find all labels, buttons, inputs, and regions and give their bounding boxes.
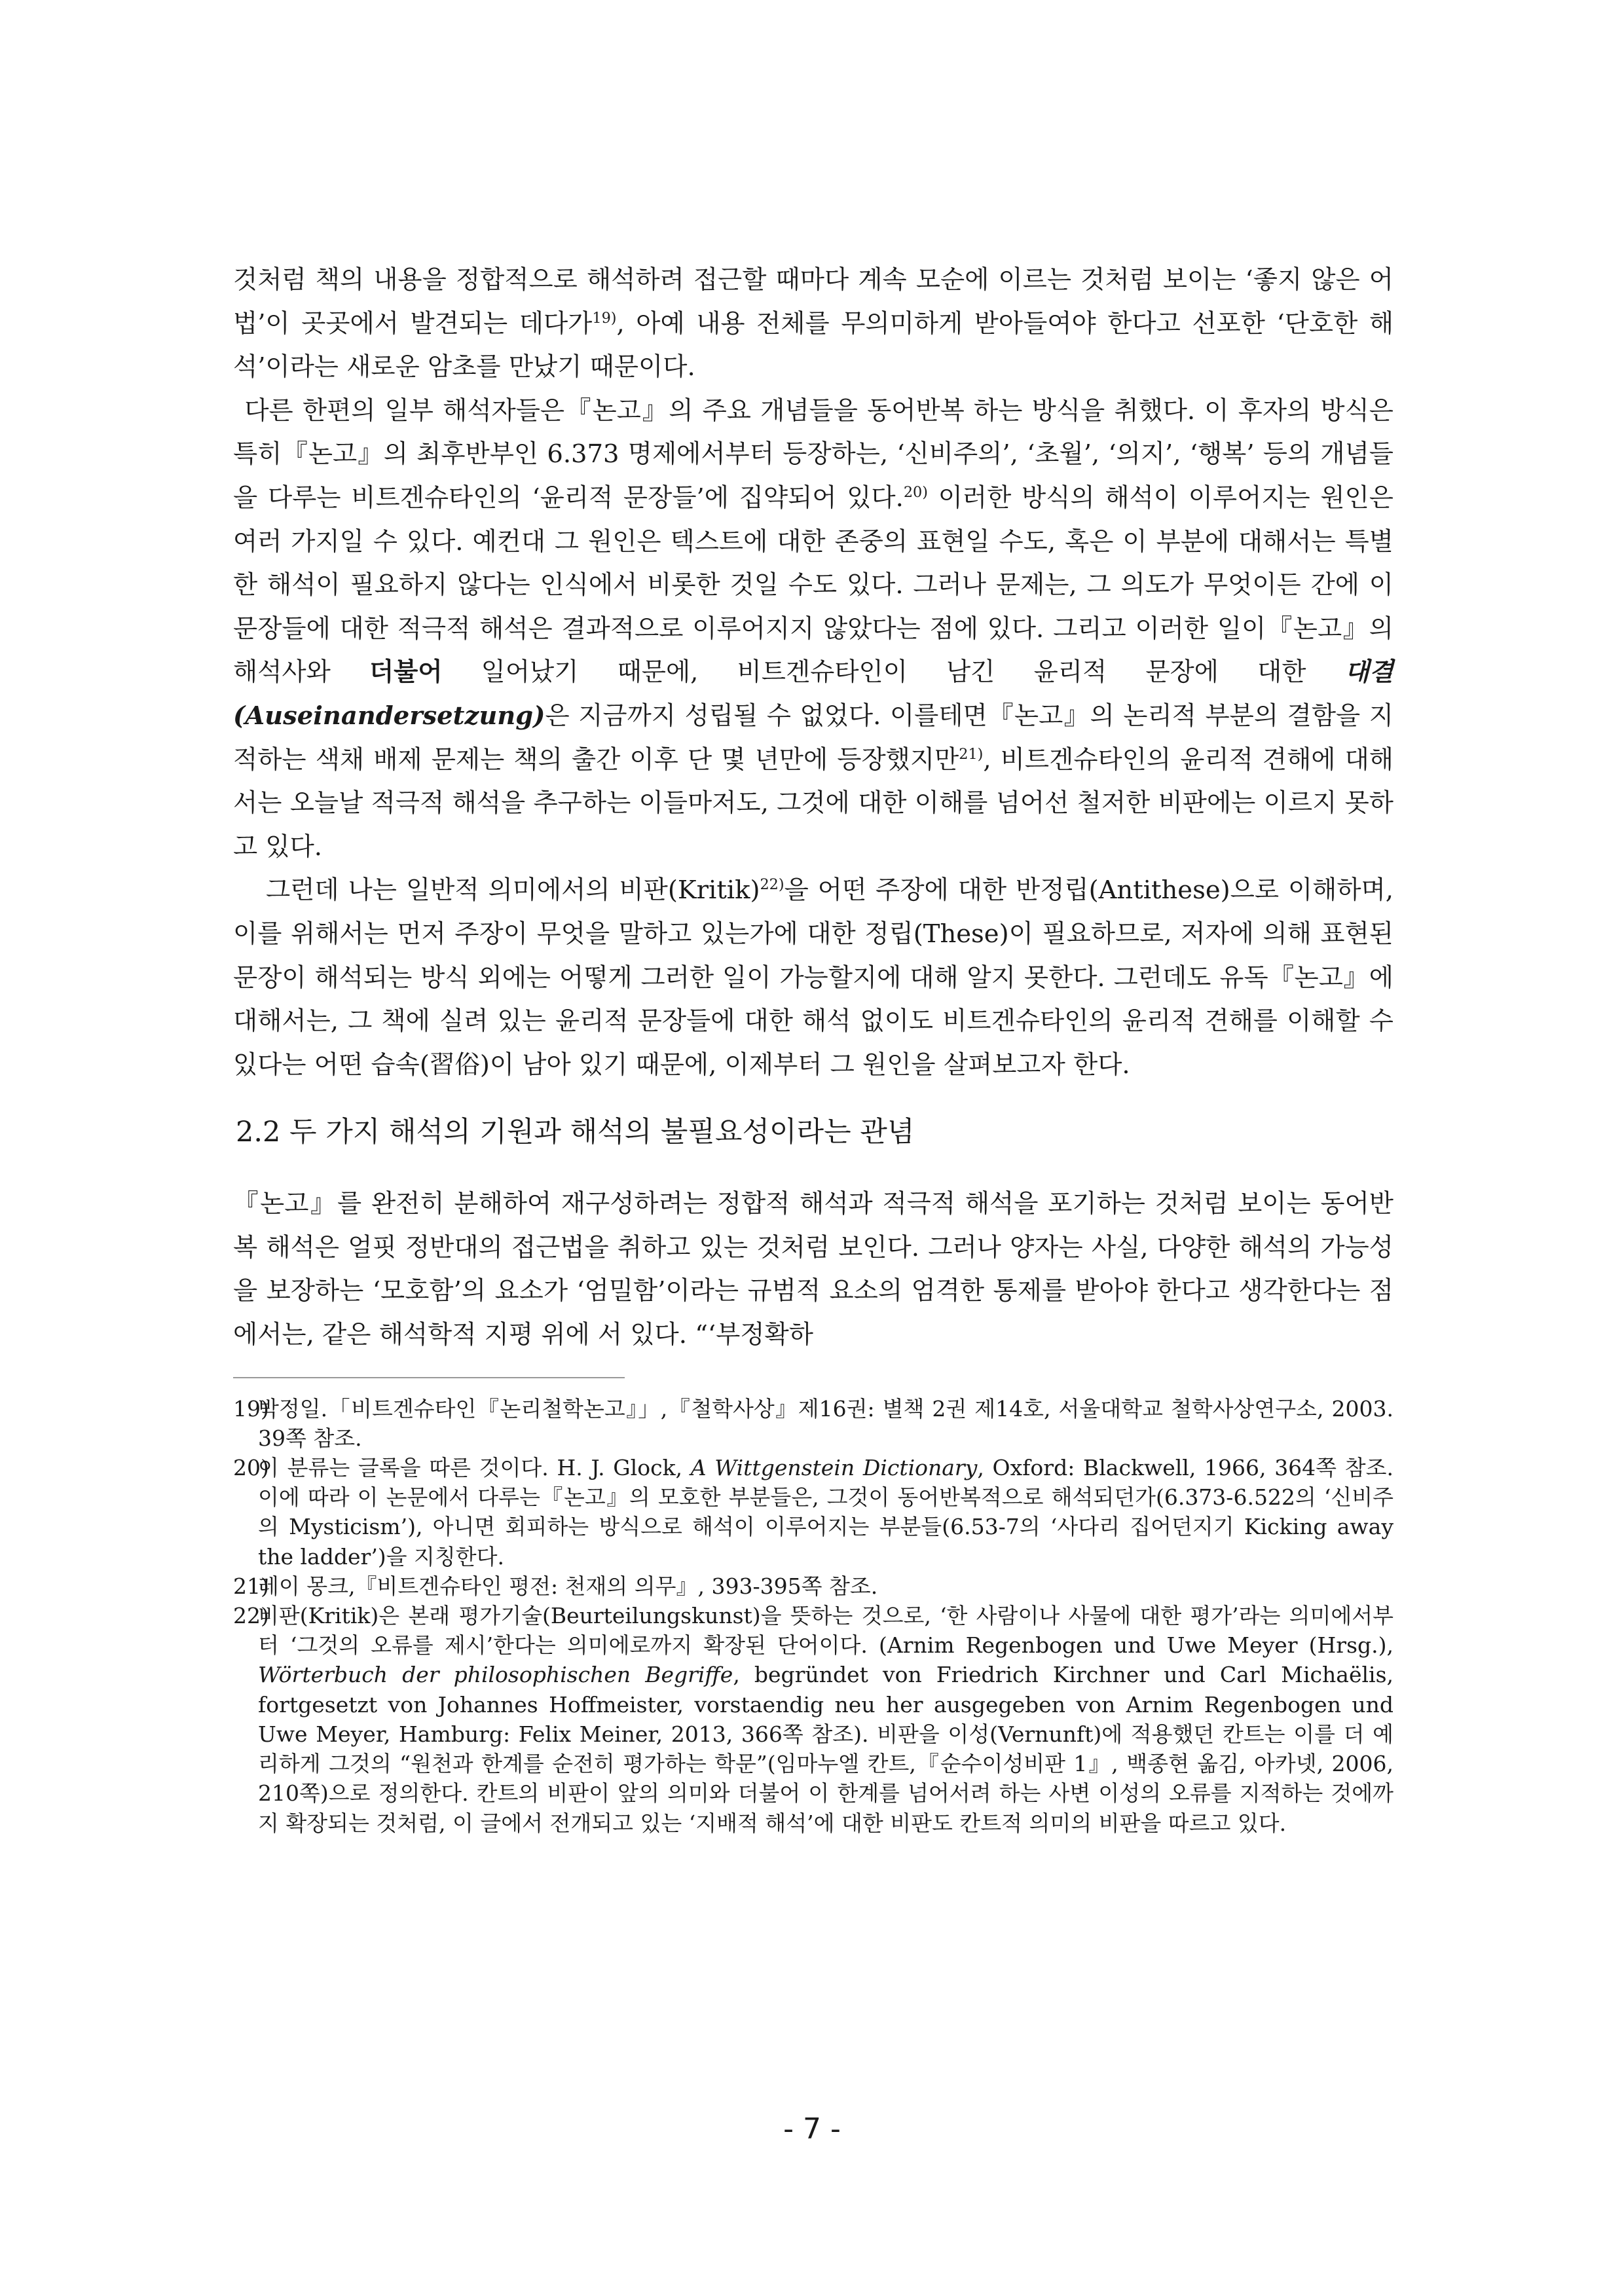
footnote-number: 22 ) — [233, 1601, 269, 1630]
footnote-number: 19 ) — [233, 1394, 269, 1423]
page-number: - 7 - — [783, 2112, 841, 2146]
footnote-text: 박정일.「비트겐슈타인『논리철학논고』」,『철학사상』제16권: 별책 2권 제14호, 서울대학교 철학사상연구소, 2003. 39쪽 참조. — [258, 1395, 1393, 1451]
text-run: , 아예 내용 전체를 무의미하게 받아들여야 한다고 선포한 ‘단호한 해석’이라는 새로운 암초를 만났기 때문이다. — [233, 308, 1394, 382]
body-paragraph-3 — [233, 869, 1393, 1087]
page-body — [233, 259, 1393, 1838]
footnotes — [233, 1394, 1393, 1838]
bold-term: 더불어 — [369, 657, 443, 688]
footnote-21 — [233, 1571, 1393, 1601]
footnote-text: 레이 몽크,『비트겐슈타인 평전: 천재의 의무』, 393-395쪽 참조. — [258, 1573, 878, 1599]
book-title: Wörterbuch der philosophischen Begriffe — [258, 1662, 733, 1688]
section-heading: 2.2 두 가지 해석의 기원과 해석의 불필요성이라는 관념 — [236, 1116, 915, 1149]
text-run: 그런데 나는 일반적 의미에서의 비판(Kritik) — [266, 875, 760, 906]
footnote-ref-22[interactable]: 22) — [760, 876, 784, 894]
footnote-ref-19[interactable]: 19) — [592, 309, 617, 327]
text-run: 다른 한편의 일부 해석자들은『논고』의 주요 개념들을 동어반복 하는 방식을 취했다. 이 후자의 방식은 특히『논고』의 최후반부인 6.373 명제에서부터 등장하는, ‘신비주의’, ‘초월’, ‘의지’, ‘행복’ 등의 개념들을 다루는 비트겐슈타인의 ‘윤리적 문장들’에 집약되어 있다. — [233, 395, 1393, 513]
footnote-text: 비판(Kritik)은 본래 평가기술(Beurteilungskunst)을 뜻하는 것으로, ‘한 사람이나 사물에 대한 평가’라는 의미에서부터 ‘그것의 오류를 제시’한다는 의미에로까지 확장된 단어이다. (Arnim Regenbogen und Uwe Meyer (Hrsg.), — [258, 1603, 1393, 1659]
text-run: 것처럼 책의 내용을 정합적으로 해석하려 접근할 때마다 계속 모순에 이르는 것처럼 보이는 ‘좋지 않은 어법’이 곳곳에서 발견되는 데다가 — [233, 265, 1393, 339]
text-run: 은 지금까지 성립될 수 없었다. 이를테면『논고』의 논리적 부분의 결함을 지적하는 색채 배제 문제는 책의 출간 이후 단 몇 년만에 등장했지만 — [233, 701, 1393, 775]
body-paragraph-4: 『논고』를 완전히 분해하여 재구성하려는 정합적 해석과 적극적 해석을 포기하는 것처럼 보이는 동어반복 해석은 얼핏 정반대의 접근법을 취하고 있는 것처럼 보인다. 그러나 양자는 사실, 다양한 해석의 가능성을 보장하는 ‘모호함’의 요소가 ‘엄밀함’이라는 규범적 요소의 엄격한 통제를 받아야 한다고 생각한다는 점에서는, 같은 해석학적 지평 위에 서 있다. “‘부정확하 — [233, 1189, 1393, 1350]
footnote-22 — [233, 1601, 1393, 1838]
text-run: , 비트겐슈타인의 윤리적 견해에 대해서는 오늘날 적극적 해석을 추구하는 이들마저도, 그것에 대한 이해를 넘어선 철저한 비판에는 이르지 못하고 있다. — [233, 744, 1393, 862]
footnote-text: , Oxford: Blackwell, 1966, 364쪽 참조. 이에 따라 이 논문에서 다루는『논고』의 모호한 부분들은, 그것이 동어반복적으로 해석되던가(6.373-6.522의 ‘신비주의 Mysticism’), 아니면 회피하는 방식으로 해석이 이루어지는 부분들(6.53-7의 ‘사다리 집어던지기 Kicking away the ladder’)을 지칭한다. — [258, 1455, 1393, 1570]
body-paragraph-1 — [233, 259, 1393, 390]
footnote-number: 21 ) — [233, 1571, 269, 1601]
text-run: 일어났기 때문에, 비트겐슈타인이 남긴 윤리적 문장에 대한 — [442, 657, 1345, 688]
footnote-20 — [233, 1453, 1393, 1571]
book-title: A Wittgenstein Dictionary — [690, 1455, 978, 1481]
footnote-ref-21[interactable]: 21) — [959, 745, 984, 763]
footnote-ref-20[interactable]: 20) — [903, 484, 928, 502]
footnote-number: 20 ) — [233, 1453, 269, 1482]
footnote-divider — [233, 1377, 625, 1378]
text-run: 을 어떤 주장에 대한 반정립(Antithese)으로 이해하며, 이를 위해서는 먼저 주장이 무엇을 말하고 있는가에 대한 정립(These)이 필요하므로, 저자에 의해 표현된 문장이 해석되는 방식 외에는 어떻게 그러한 일이 가능할지에 대해 알지 못한다. 그런데도 유독『논고』에 대해서는, 그 책에 실려 있는 윤리적 문장들에 대한 해석 없이도 비트겐슈타인의 윤리적 견해를 이해할 수 있다는 어떤 습속(習俗)이 남아 있기 때문에, 이제부터 그 원인을 살펴보고자 한다. — [233, 875, 1393, 1080]
footnote-text: , begründet von Friedrich Kirchner und Carl Michaëlis, fortgesetzt von Johannes Hoffmeister, vorstaendig neu her ausgegeben von Arnim Regenbogen und Uwe Meyer, Hamburg: Felix Meiner, 2013, 366쪽 참조). 비판을 이성(Vernunft)에 적용했던 칸트는 이를 더 예리하게 그것의 “원천과 한계를 순전히 평가하는 학문”(임마누엘 칸트,『순수이성비판 1』, 백종현 옮김, 아카넷, 2006, 210쪽)으로 정의한다. 칸트의 비판이 앞의 의미와 더불어 이 한계를 넘어서려 하는 사변 이성의 오류를 지적하는 것에까지 확장되는 것처럼, 이 글에서 전개되고 있는 ‘지배적 해석’에 대한 비판도 칸트적 의미의 비판을 따르고 있다. — [258, 1662, 1394, 1836]
footnote-text: 이 분류는 글록을 따른 것이다. H. J. Glock, — [258, 1455, 691, 1481]
body-paragraph-2 — [233, 390, 1393, 870]
emphasized-term: 대결(Auseinandersetzung) — [233, 657, 1393, 731]
text-run: 이러한 방식의 해석이 이루어지는 원인은 여러 가지일 수 있다. 예컨대 그 원인은 텍스트에 대한 존중의 표현일 수도, 혹은 이 부분에 대해서는 특별한 해석이 필요하지 않다는 인식에서 비롯한 것일 수도 있다. 그러나 문제는, 그 의도가 무엇이든 간에 이 문장들에 대한 적극적 해석은 결과적으로 이루어지지 않았다는 점에 있다. 그리고 이러한 일이『논고』의 해석사와 — [233, 483, 1393, 688]
footnote-19 — [233, 1394, 1393, 1453]
